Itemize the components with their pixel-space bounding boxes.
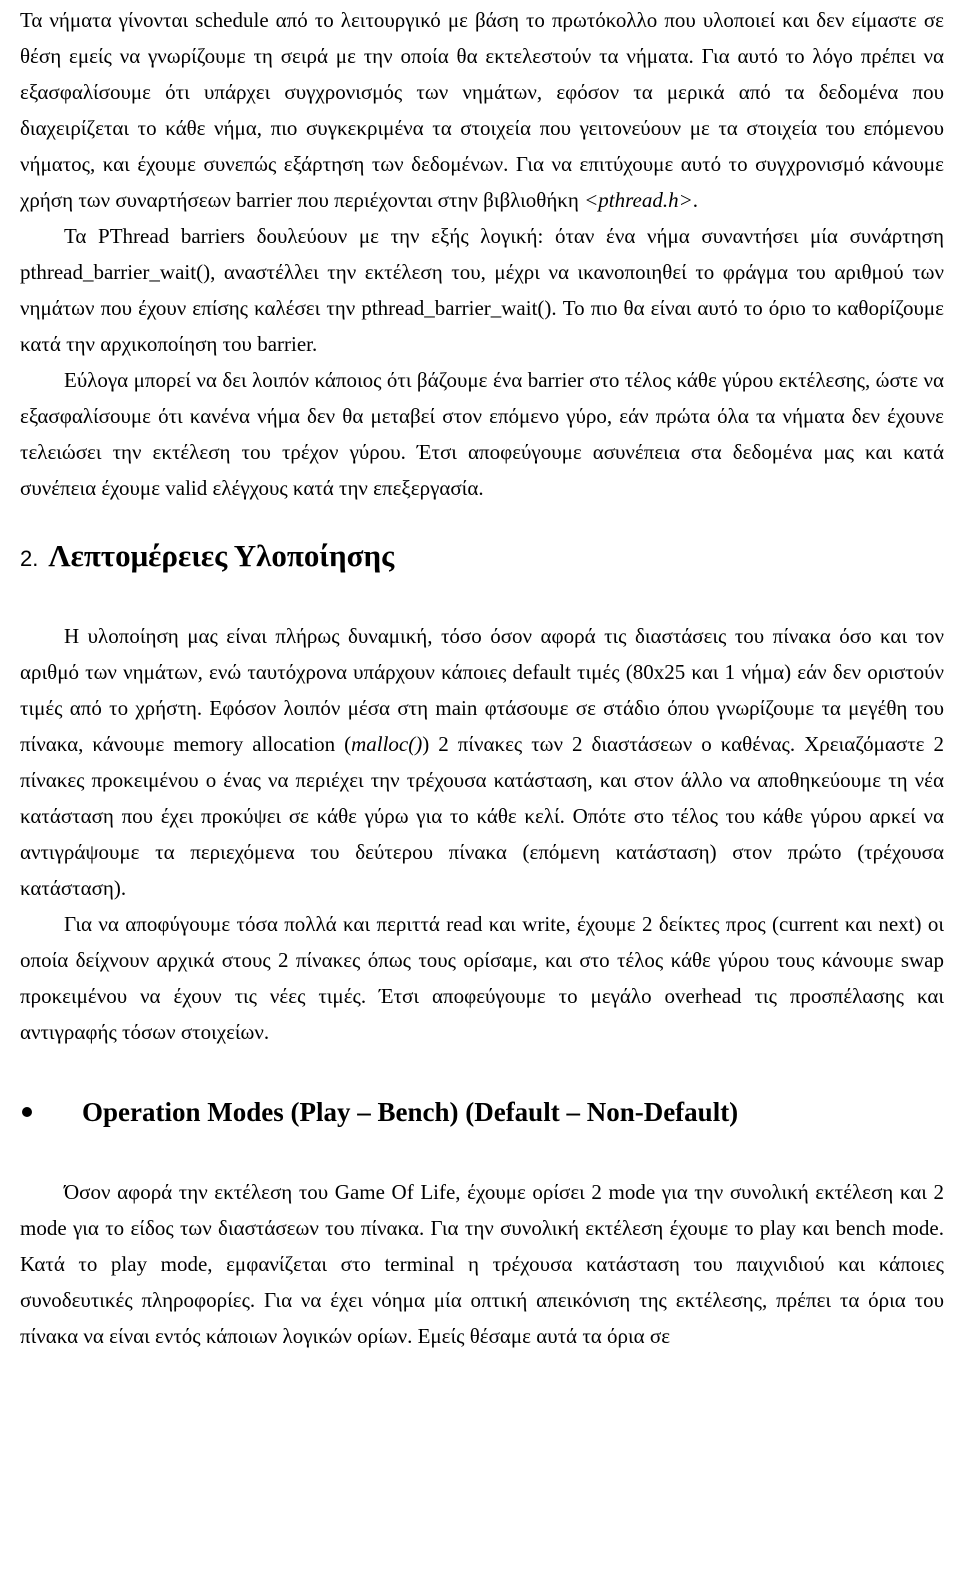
malloc-function-name: malloc() — [351, 732, 423, 756]
section-heading — [20, 538, 944, 578]
paragraph-implementation-rest: ) 2 πίνακες των 2 διαστάσεων ο καθένας. Χρειαζόμαστε 2 πίνακες προκειμένου ο ένας να περιέχει την τρέχουσα κατάσταση, και στον άλλο να αποθηκεύουμε τη νέα κατάσταση που έχει προκύψει σε κάθε γύρω για το κάθε κελί. Οπότε στο τέλος του κάθε γύρου αρκεί να αντιγράψουμε τα περιεχόμενα του δεύτερου πίνακα (επόμενη κατάσταση) στον πρώτο (τρέχουσα κατάσταση). — [20, 732, 945, 900]
section-number: 2. — [20, 546, 39, 571]
bullet-heading — [20, 1090, 944, 1134]
paragraph-implementation-text: Η υλοποίηση μας είναι πλήρως δυναμική, τόσο όσον αφορά τις διαστάσεις του πίνακα όσο και τον αριθμό των νημάτων, ενώ ταυτόχρονα υπάρχουν κάποιες default τιμές (80x25 και 1 νήμα) εάν δεν οριστούν τιμές από το χρήστη. Εφόσον λοιπόν μέσα στη main φτάσουμε σε στάδιο όπου γνωρίζουμε τα μεγέθη του πίνακα, κάνουμε memory allocation ( — [20, 624, 944, 756]
paragraph-barrier-usage: Εύλογα μπορεί να δει λοιπόν κάποιος ότι βάζουμε ένα barrier στο τέλος κάθε γύρου εκτέλεσης, ώστε να εξασφαλίσουμε ότι κανένα νήμα δεν θα μεταβεί στον επόμενο γύρο, εάν πρώτα όλα τα νήματα δεν έχουνε τελειώσει την εκτέλεση του τρέχον γύρου. Έτσι αποφεύγουμε ασυνέπεια στα δεδομένα μας και κατά συνέπεια έχουμε valid ελέγχους κατά την επεξεργασία. — [20, 368, 944, 500]
bullet-icon — [22, 1107, 32, 1117]
paragraph-operation-modes: Όσον αφορά την εκτέλεση του Game Of Life, έχουμε ορίσει 2 mode για την συνολική εκτέλεση και 2 mode για το είδος των διαστάσεων του πίνακα. Για την συνολική εκτέλεση έχουμε το play και bench mode. Κατά το play mode, εμφανίζεται στο terminal η τρέχουσα κατάσταση του παιχνιδιού και κάποιες συνοδευτικές πληροφορίες. Για να έχει νόημα μία οπτική απεικόνιση της εκτέλεσης, πρέπει τα όρια του πίνακα να είναι εντός κάποιων λογικών ορίων. Εμείς θέσαμε αυτά τα όρια σε — [20, 1180, 944, 1348]
document-page — [20, 0, 944, 1354]
bullet-heading-title: Operation Modes (Play – Bench) (Default – Non-Default) — [82, 1096, 739, 1127]
paragraph-pointer-swap: Για να αποφύγουμε τόσα πολλά και περιττά read και write, έχουμε 2 δείκτες προς (current και next) οι οποία δείχνουν αρχικά στους 2 πίνακες όπως τους ορίσαμε, και στο τέλος κάθε γύρου τους κάνουμε swap προκειμένου να έχουν τις νέες τιμές. Έτσι αποφεύγουμε το μεγάλο overhead τις προσπέλασης και αντιγραφής τόσων στοιχείων. — [20, 912, 944, 1044]
section-title: Λεπτομέρειες Υλοποίησης — [48, 538, 395, 573]
paragraph-thread-scheduling-text: Τα νήματα γίνονται schedule από το λειτουργικό με βάση το πρωτόκολλο που υλοποιεί και δεν είμαστε σε θέση εμείς να γνωρίζουμε τη σειρά με την οποία θα εκτελεστούν τα νήματα. Για αυτό το λόγο πρέπει να εξασφαλίσουμε ότι υπάρχει συγχρονισμός των νημάτων, εφόσον τα μερικά από τα δεδομένα που διαχειρίζεται το κάθε νήμα, πιο συγκεκριμένα τα στοιχεία που γειτονεύουν με τα στοιχεία του επόμενου νήματος, και έχουμε συνεπώς εξάρτηση των δεδομένων. Για να επιτύχουμε αυτό το συγχρονισμό κάνουμε χρήση των συναρτήσεων barrier που περιέχονται στην βιβλιοθήκη — [20, 8, 944, 212]
paragraph-thread-scheduling-end: . — [692, 188, 699, 212]
paragraph-implementation — [20, 618, 944, 906]
paragraph-pthread-barriers: Τα PThread barriers δουλεύουν με την εξής λογική: όταν ένα νήμα συναντήσει μία συνάρτηση pthread_barrier_wait(), αναστέλλει την εκτέλεση του, μέχρι να ικανοποιηθεί το φράγμα του αριθμού των νημάτων που έχουν επίσης καλέσει την pthread_barrier_wait(). Το πιο θα είναι αυτό το όριο το καθορίζουμε κατά την αρχικοποίηση του barrier. — [20, 224, 944, 356]
pthread-header-name: <pthread.h> — [584, 188, 693, 212]
paragraph-thread-scheduling — [20, 0, 944, 218]
